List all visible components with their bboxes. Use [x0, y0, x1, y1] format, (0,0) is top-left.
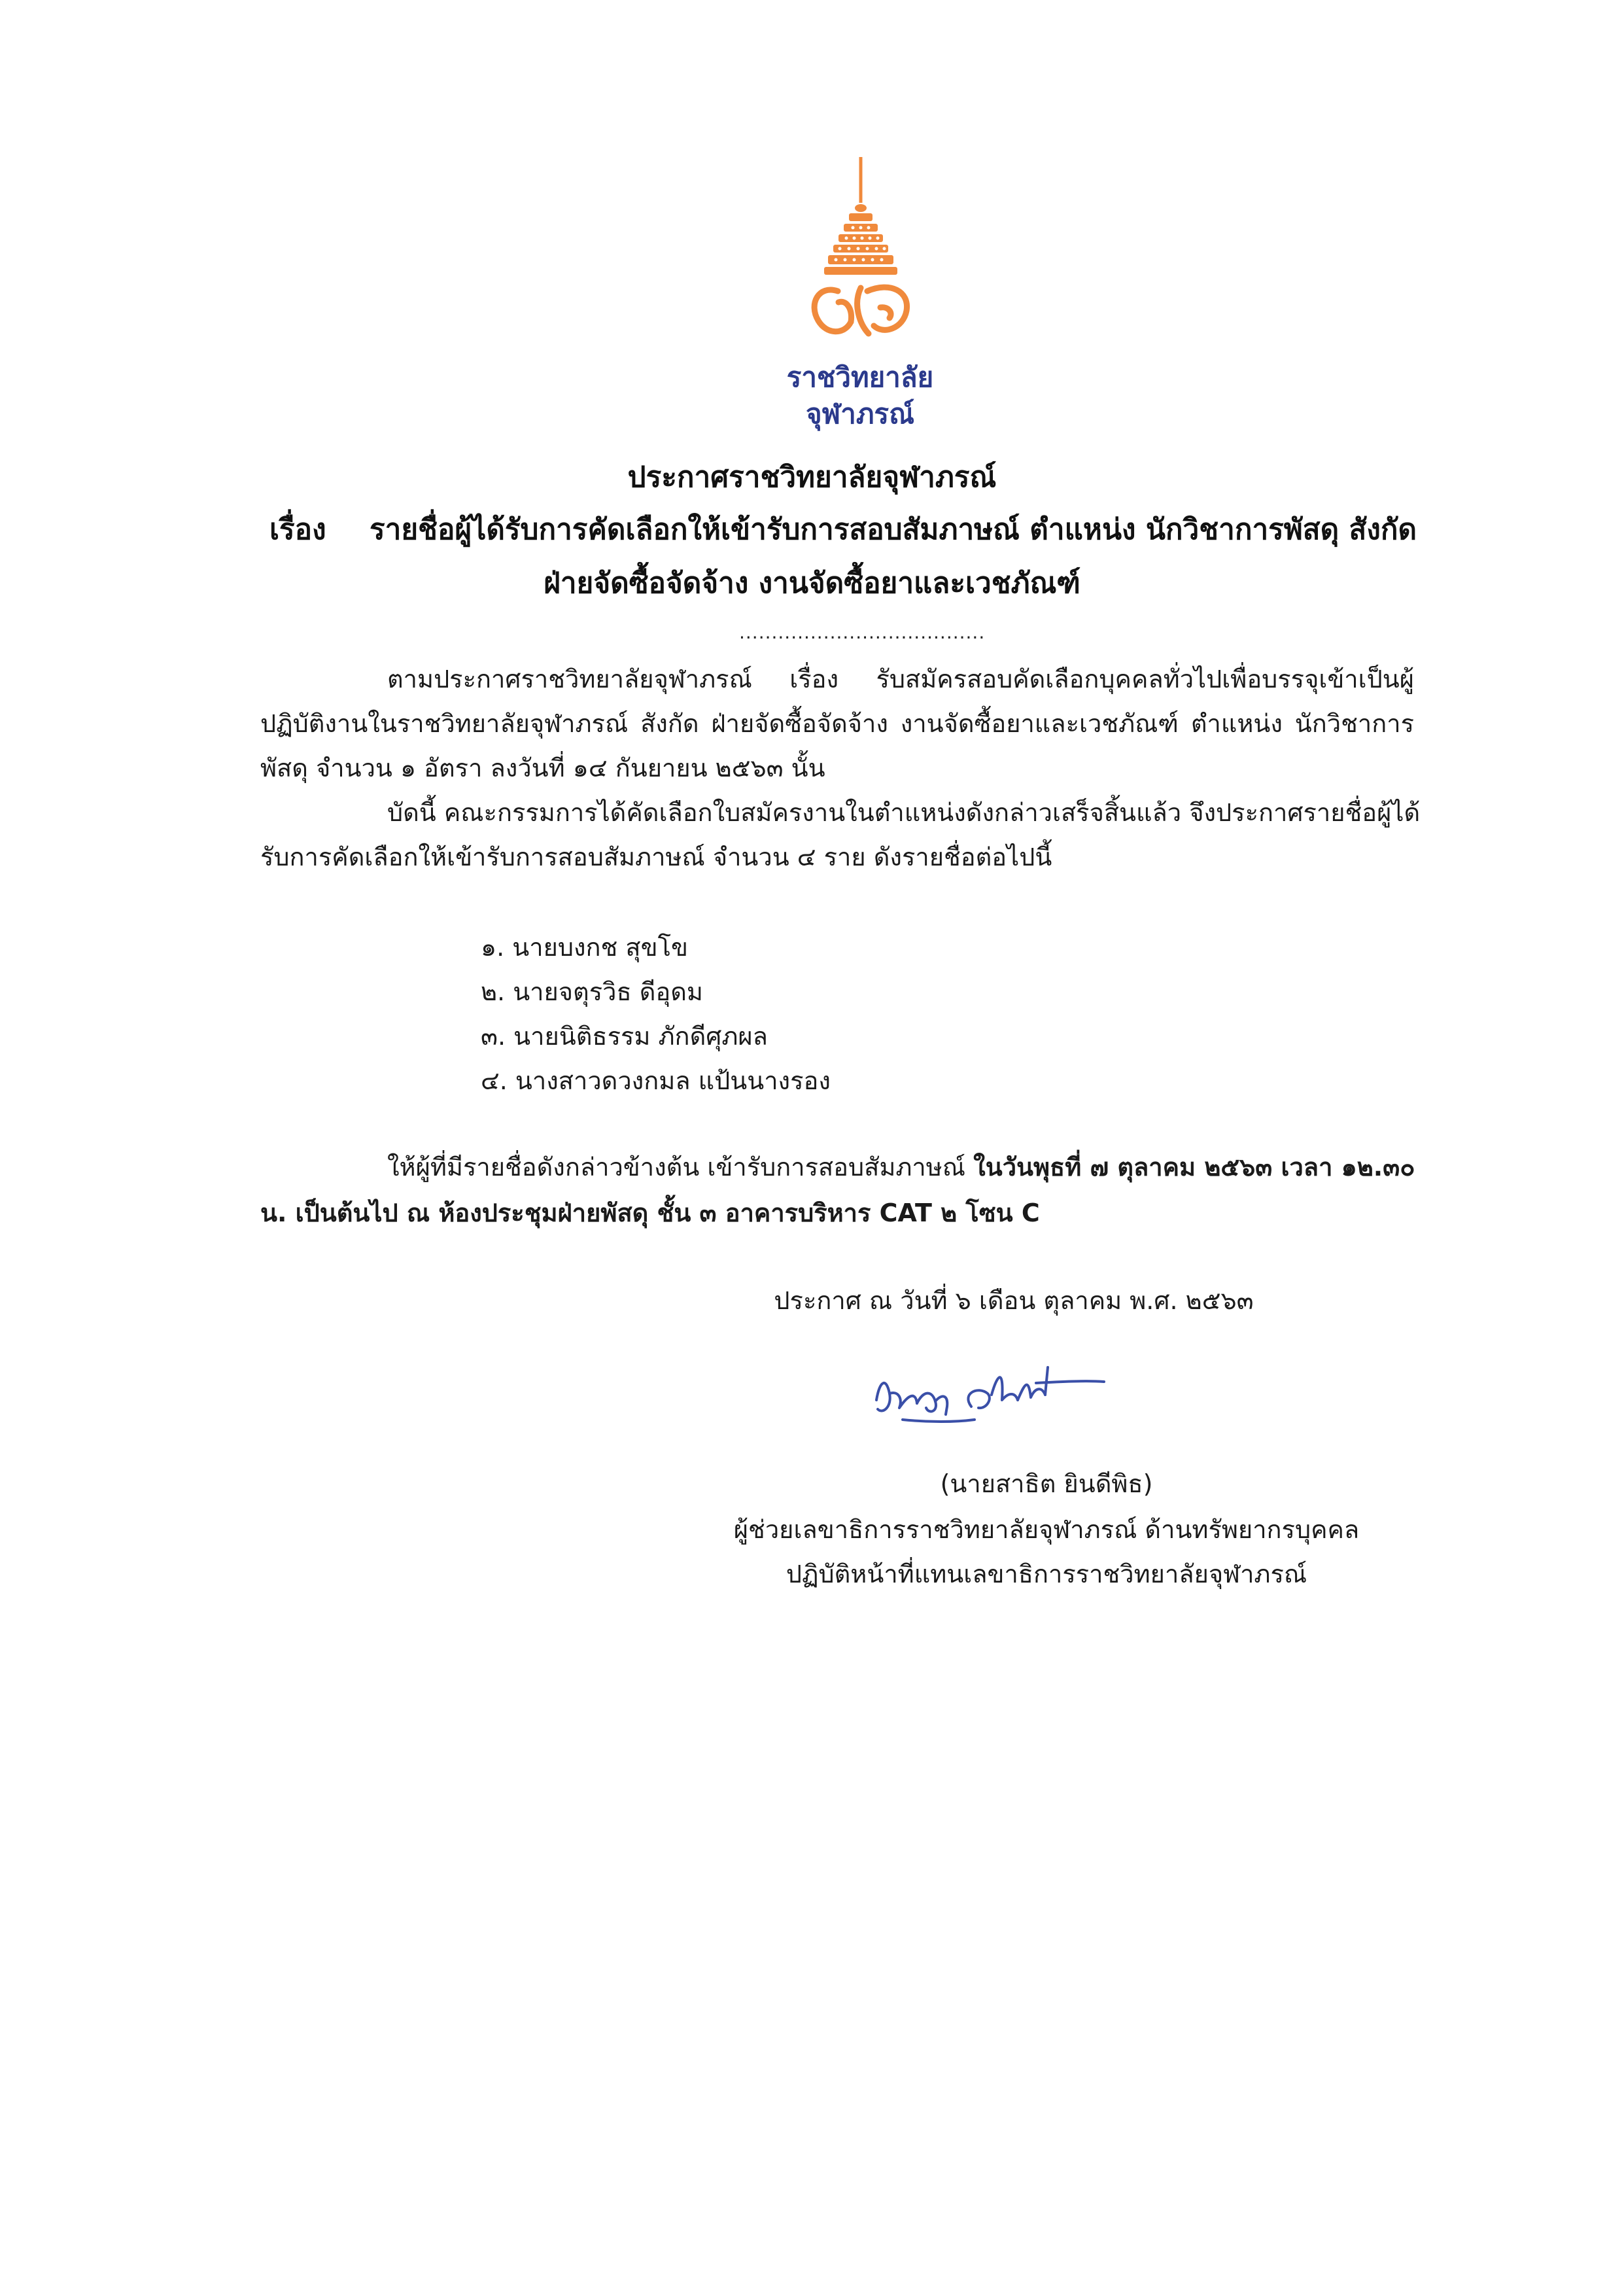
logo-name-line1: ราชวิทยาลัย [786, 361, 934, 393]
subject-line-1: รายชื่อผู้ได้รับการคัดเลือกให้เข้ารับการสอบสัมภาษณ์ ตำแหน่ง นักวิชาการพัสดุ สังกัด [370, 513, 1417, 546]
paragraph-3-line-1 [387, 1149, 1414, 1185]
announcement-title: ประกาศราชวิทยาลัยจุฬาภรณ์ [627, 461, 997, 494]
logo-name-line2: จุฬาภรณ์ [805, 398, 915, 430]
candidate-list-item: ๓. นายนิติธรรม ภักดีศุภผล [481, 1022, 768, 1051]
candidate-list-item: ๔. นางสาวดวงกมล แป้นนางรอง [481, 1066, 831, 1095]
interview-instruction: ให้ผู้ที่มีรายชื่อดังกล่าวข้างต้น เข้ารับการสอบสัมภาษณ์ [387, 1153, 966, 1182]
dotted-divider: ...................................... [739, 622, 986, 643]
interview-location: น. เป็นต้นไป ณ ห้องประชุมฝ่ายพัสดุ ชั้น ๓ อาคารบริหาร CAT ๒ โซน C [260, 1199, 1040, 1227]
candidate-list-item: ๒. นายจตุรวิธ ดีอุดม [481, 977, 703, 1006]
handwritten-signature-icon [863, 1354, 1112, 1433]
interview-date-time: ในวันพุธที่ ๗ ตุลาคม ๒๕๖๓ เวลา ๑๒.๓๐ [973, 1153, 1415, 1182]
announcement-date: ประกาศ ณ วันที่ ๖ เดือน ตุลาคม พ.ศ. ๒๕๖๓ [774, 1286, 1254, 1315]
signer-position-line-2: ปฏิบัติหน้าที่แทนเลขาธิการราชวิทยาลัยจุฬาภรณ์ [786, 1560, 1307, 1588]
paragraph-1-line-1: ตามประกาศราชวิทยาลัยจุฬาภรณ์ เรื่อง รับสมัครสอบคัดเลือกบุคคลทั่วไปเพื่อบรรจุเข้าเป็นผู้ [387, 665, 1414, 693]
royal-college-crest-icon [776, 157, 946, 353]
subject-line-2: ฝ่ายจัดซื้อจัดจ้าง งานจัดซื้อยาและเวชภัณฑ์ [544, 567, 1080, 600]
paragraph-1-line-2: ปฏิบัติงานในราชวิทยาลัยจุฬาภรณ์ สังกัด ฝ่ายจัดซื้อจัดจ้าง งานจัดซื้อยาและเวชภัณฑ์ ตำแหน่ง นักวิชาการ [260, 709, 1414, 738]
paragraph-2-line-1: บัดนี้ คณะกรรมการได้คัดเลือกใบสมัครงานในตำแหน่งดังกล่าวเสร็จสิ้นแล้ว จึงประกาศรายชื่อผู้ได้ [387, 798, 1421, 827]
signer-name: (นายสาธิต ยินดีพิธ) [940, 1469, 1153, 1498]
subject-label: เรื่อง [269, 513, 326, 546]
signer-position-line-1: ผู้ช่วยเลขาธิการราชวิทยาลัยจุฬาภรณ์ ด้านทรัพยากรบุคคล [733, 1515, 1360, 1544]
paragraph-1-line-3: พัสดุ จำนวน ๑ อัตรา ลงวันที่ ๑๔ กันยายน ๒๕๖๓ นั้น [260, 754, 825, 782]
candidate-list-item: ๑. นายบงกช สุขโข [481, 933, 688, 962]
paragraph-2-line-2: รับการคัดเลือกให้เข้ารับการสอบสัมภาษณ์ จำนวน ๔ ราย ดังรายชื่อต่อไปนี้ [260, 843, 1052, 871]
